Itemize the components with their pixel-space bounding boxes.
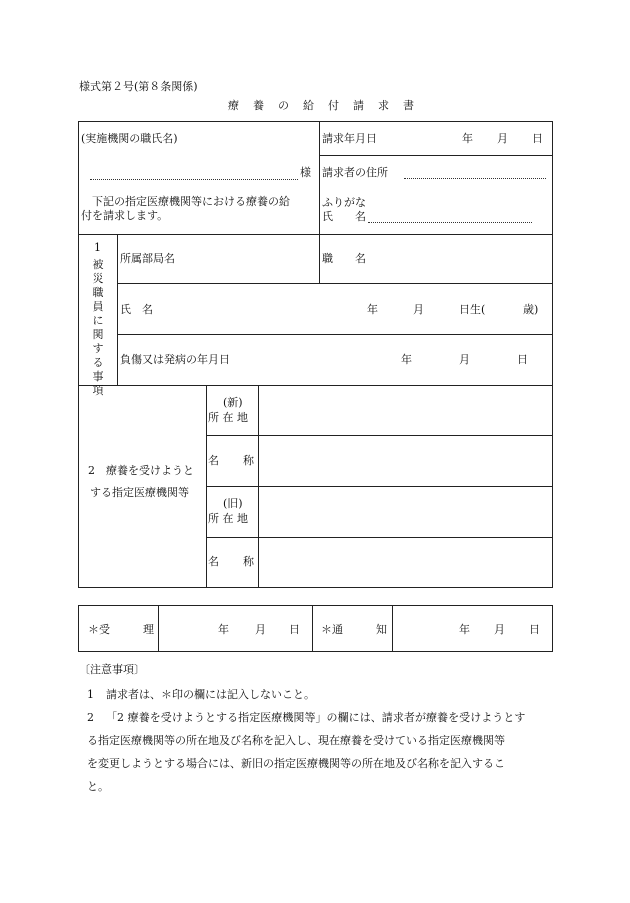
request-day-unit: 日 [532,132,543,145]
notice-day-unit: 日 [529,623,540,636]
notice-label: ＊通 知 [321,623,387,636]
section2-label-line1: 2 療養を受けようと [88,464,194,477]
dept-label: 所属部局名 [120,252,175,265]
new-name-label-a: 名 [208,454,219,467]
note2-line2: る指定医療機関等の所在地及び名称を記入し、現在療養を受けている指定医療機関等 [87,734,505,747]
address-label: 請求者の住所 [322,166,388,179]
injury-date-label: 負傷又は発病の年月日 [120,353,230,366]
employee-name-label: 氏 名 [120,303,153,316]
new-name-label-b: 称 [243,454,254,467]
note2-line1: 「2 療養を受けようとする指定医療機関等」の欄には、請求者が療養を受けようとす [106,711,526,724]
request-month-unit: 月 [497,132,508,145]
official-title-label: (実施機関の職氏名) [81,132,178,145]
note2-line4: と。 [87,780,109,793]
requester-name-label: 氏 名 [322,210,366,223]
old-location-label: 所 在 地 [208,512,248,525]
official-name-field[interactable] [90,179,298,180]
note1-text: 請求者は、＊印の欄には記入しないこと。 [106,688,315,701]
notice-year-unit: 年 [459,623,470,636]
old-name-label-b: 称 [243,555,254,568]
note1-number: 1 [87,688,94,701]
form-number-label: 様式第２号(第８条関係) [79,80,198,93]
age-label: 歳) [523,303,539,316]
birth-month-unit: 月 [413,303,424,316]
section1-number: 1 [94,241,101,254]
old-name-label-a: 名 [208,555,219,568]
new-label: (新) [223,396,243,409]
address-field[interactable] [404,178,546,179]
birth-year-unit: 年 [367,303,378,316]
request-text-line1: 下記の指定医療機関等における療養の給 [92,195,290,208]
injury-year-unit: 年 [401,353,412,366]
note2-line3: を変更しようとする場合には、新旧の指定医療機関等の所在地及び名称を記入するこ [87,757,505,770]
form-title: 療養の給付請求書 [228,99,428,112]
notice-month-unit: 月 [494,623,505,636]
injury-day-unit: 日 [517,353,528,366]
injury-month-unit: 月 [459,353,470,366]
section2-label-line2: する指定医療機関等 [90,486,189,499]
request-text-line2: 付を請求します。 [81,209,169,222]
note2-number: 2 [87,711,94,724]
honorific-sama: 様 [300,166,311,179]
receipt-month-unit: 月 [255,623,266,636]
old-label: (旧) [223,497,243,510]
section1-vertical-label: 被災職員に関する事項 [92,258,104,397]
receipt-day-unit: 日 [289,623,300,636]
new-location-label: 所 在 地 [208,411,248,424]
receipt-label: ＊受 理 [88,623,154,636]
request-date-label: 請求年月日 [322,132,377,145]
post-label: 職 名 [322,252,366,265]
notes-header: 〔注意事項〕 [79,663,145,676]
furigana-label: ふりがな [322,196,366,209]
requester-name-field[interactable] [368,222,532,223]
request-year-unit: 年 [462,132,473,145]
birth-day-label: 日生( [459,303,486,316]
receipt-year-unit: 年 [218,623,229,636]
